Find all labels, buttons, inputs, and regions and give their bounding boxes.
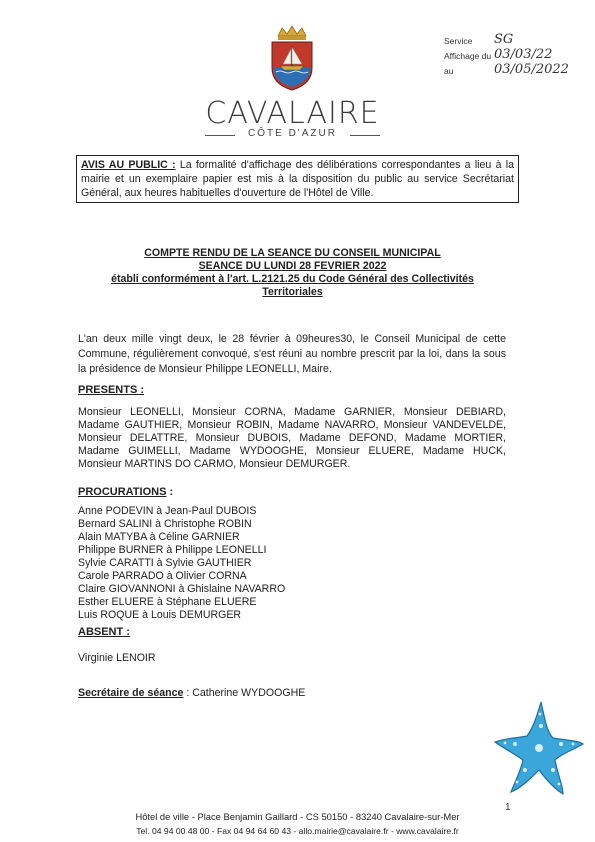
title-line-2: SEANCE DU LUNDI 28 FEVRIER 2022	[198, 260, 387, 272]
posting-stamp	[444, 32, 584, 81]
list-item: Esther ELUERE à Stéphane ELUERE	[78, 596, 257, 608]
list-item: Claire GIOVANNONI à Ghislaine NAVARRO	[78, 583, 286, 595]
session-secretary	[78, 687, 305, 699]
stamp-au-label: au	[444, 66, 454, 76]
procurations-list	[78, 505, 285, 622]
title-line-3: établi conformément à l'art. L.2121.25 du Code Général des Collectivités	[111, 273, 474, 285]
secretary-label: Secrétaire de séance	[78, 687, 184, 699]
document-title	[90, 247, 495, 299]
presents-heading: PRESENTS :	[78, 384, 145, 396]
cavalaire-coat-of-arms-logo	[262, 24, 322, 94]
procurations-heading-row	[78, 482, 173, 500]
title-line-1: COMPTE RENDU DE LA SEANCE DU CONSEIL MUNICIPAL	[144, 247, 441, 259]
stamp-au-value: 03/05/2022	[494, 62, 569, 77]
title-line-4: Territoriales	[262, 286, 323, 298]
public-notice-box	[76, 155, 519, 203]
absent-heading: ABSENT :	[78, 626, 130, 638]
stamp-affichage-value: 03/03/22	[494, 47, 553, 62]
secretary-value: : Catherine WYDOOGHE	[183, 687, 306, 699]
divider	[350, 135, 380, 136]
procurations-heading-suffix: :	[166, 486, 174, 498]
footer-contact: Tel. 04 94 00 48 00 - Fax 04 94 64 60 43 - allo.mairie@cavalaire.fr - www.cavalaire.fr	[136, 826, 459, 836]
list-item: Alain MATYBA à Céline GARNIER	[78, 531, 240, 543]
list-item: Philippe BURNER à Philippe LEONELLI	[78, 544, 267, 556]
list-item: Carole PARRADO à Olivier CORNA	[78, 570, 247, 582]
stamp-service-value: SG	[494, 32, 514, 47]
starfish-icon	[493, 698, 585, 798]
presents-list: Monsieur LEONELLI, Monsieur CORNA, Madame GARNIER, Monsieur DEBIARD, Madame GAUTHIER, Monsieur ROBIN, Madame NAVARRO, Monsieur VANDEVELDE, Monsieur DELATTRE, Monsieur DUBOIS, Madame DEFOND, Madame MORTIER, Madame GUIMELLI, Madame WYDOOGHE, Monsieur ELUERE, Madame HUCK, Monsieur MARTINS DO CARMO, Monsieur DEMURGER.	[78, 406, 506, 470]
list-item: Bernard SALINI à Christophe ROBIN	[78, 518, 252, 530]
intro-paragraph: L'an deux mille vingt deux, le 28 février à 09heures30, le Conseil Municipal de cette Commune, régulièrement convoqué, s'est réuni au nombre prescrit par la loi, dans la sous la présidence de Monsieur Philippe LEONELLI, Maire.	[78, 333, 506, 375]
brand-subtitle-row	[205, 128, 380, 142]
procurations-heading: PROCURATIONS	[78, 486, 167, 498]
list-item: Anne PODEVIN à Jean-Paul DUBOIS	[78, 505, 257, 517]
public-notice-text: La formalité d'affichage des délibérations correspondantes a lieu à la mairie et un exemplaire papier est mis à la disposition du public au service Secrétariat Général, aux heures habituelles d'ouverture de l'Hôtel de Ville.	[81, 159, 514, 199]
list-item: Luis ROQUE à Louis DEMURGER	[78, 609, 242, 621]
stamp-affichage-label: Affichage du	[444, 51, 492, 61]
stamp-service-label: Service	[444, 36, 473, 46]
footer-address: Hôtel de ville - Place Benjamin Gaillard - CS 50150 - 83240 Cavalaire-sur-Mer	[135, 811, 460, 822]
absent-name: Virginie LENOIR	[78, 652, 156, 664]
divider	[205, 135, 235, 136]
public-notice-lead: AVIS AU PUBLIC :	[81, 159, 176, 171]
page-number: 1	[505, 802, 511, 813]
list-item: Sylvie CARATTI à Sylvie GAUTHIER	[78, 557, 252, 569]
brand-name: CAVALAIRE	[205, 96, 380, 131]
stamp-au-row	[444, 62, 584, 81]
brand-subtitle: CÔTE D'AZUR	[248, 128, 337, 139]
